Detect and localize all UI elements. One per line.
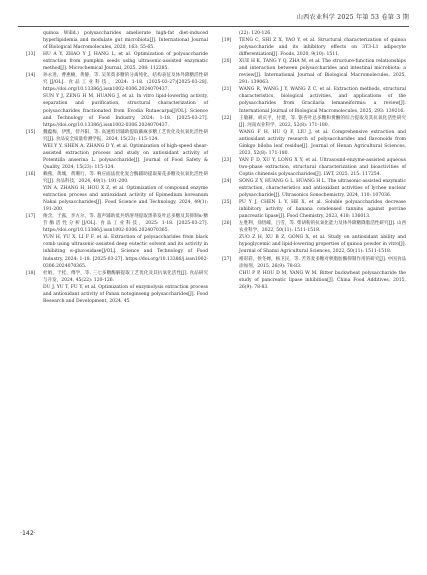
reference-item <box>222 157 406 178</box>
reference-item <box>26 51 208 72</box>
reference-line: YAN F D, XU Y, LONG X Y, et al. Ultrasound-enzyme-assisted aqueous two-phase extraction, structural characterization and bioactivities of Coptis chinensis polysaccharides[J]. LWT, 2025, 215: 117254. <box>239 157 406 177</box>
reference-line: 魏蕴梅，伊凯，侍丹阳，等. 高速剪切辅助提取蕨麻多糖工艺优化及抗氧化活性研究[J]. 食品安全质量检测学报，2024, 15(23): 115-124. <box>43 129 208 142</box>
reference-line: TENG C, SHI Z X, YAO Y, et al. Structural characterization of quinoa polysaccharide and its inhibitory effects on 3T3-L1 adipocyte differentiation[J]. Foods, 2020, 9(10): 1511. <box>239 38 406 58</box>
page-header <box>18 6 409 27</box>
reference-number: [14] <box>26 73 36 79</box>
reference-line: WEI Y Y, SHEN A, ZHANG D Y, et al. Optimization of high-speed shear-assisted extraction process and study on antioxidant activity of Potentilla anserina L. polysaccharide[J]. Journal of Food Safety & Quality, 2024, 15(23): 115-124. <box>43 143 208 170</box>
references-list-left <box>26 51 208 305</box>
reference-line: WANG F H, HU Q F, LIU J, et al. Comprehensive extraction and antioxidant activity research of polysaccharides and flavonoids from Ginkgo biloba leaf residue[J]. Journal of Henan Agricultural Sciences, 2023, 52(8): 171-180. <box>239 129 406 156</box>
reference-line: WANG R, WANG J Y, WANG Z C, et al. Extraction methods, structural characteristics, biological activities, and applications of the polysaccharides from Gracilaria lemaneiformis: a review[J]. International Journal of Biological Macromolecules, 2025, 293: 139216. <box>239 87 406 114</box>
reference-number: [23] <box>222 157 232 163</box>
reference-line: 左胜利，徐悟嵘，吕雪，等. 柴胡粉的抗氧化能力及体外降糖降脂活性研究[J]. 山西农业科学，2022, 50(11): 1511-1518. <box>239 221 406 234</box>
reference-line: 赖燕，黄城，黄珊行，等. 响应面法优化复合酶辅助提取菊花多糖及抗氧化活性研究[J]. 食品科技，2024, 49(1): 191-200. <box>43 171 208 184</box>
reference-line: SUN Y J, ZENG H M, HUANG J, et al. In vitro lipid-lowering activity, separation and purification, structural characterization of polysaccharides fractionated from Evodia Rutaecarpa[J/OL]. Science and Technology of Food Industry, 2024: 1-18. [2025-03-27]. https://doi.org/10.13386/j.issn1002-0306.2024070437. <box>43 94 208 128</box>
reference-line: YIN A, ZHANG H, HOU X Z, et al. Optimization of compound enzyme extraction process and antioxidant activity of Epimedium koreanum Nakai polysaccharides[J]. Food Science and Technology, 2024, 49(1): 191-200. <box>43 186 208 213</box>
reference-number: [13] <box>26 52 36 58</box>
reference-line: YUN H, YU X, LI F F, et al. Extraction of polysaccharides from black comb using ultrasonic-assisted deep eutectic solvent and its activity in inhibiting α-glucosidase[J/OL]. Science and Technology of Food Industry, 2024: 1-18. [2025-03-27]. https://doi.org/10.13386/j.issn1002-0306.2024070365. <box>43 235 208 269</box>
reference-line: SONG Z Y, HUANG G L, HUANG H L. The ultrasonic-assisted enzymatic extraction, characteristics and antioxidant activities of lychee nuclear polysaccharide[J]. Ultrasonics Sonochemistry, 2024, 110: 107036. <box>239 178 406 199</box>
reference-item <box>222 115 406 157</box>
reference-number: [19] <box>222 38 232 44</box>
reference-item <box>26 213 208 269</box>
reference-line: 王敏赫，胡庆平，付建，等. 银杏叶总多糖和黄酮的综合提取及其抗氧化活性研究[J]. 河南农业科学，2022, 52(8): 171-180. <box>239 115 406 128</box>
reference-number: [22] <box>222 115 232 121</box>
reference-number: [24] <box>222 178 232 184</box>
reference-line: 杜娟，于桂，傅学，等. 三七多糖酶解提取工艺优化及其抗氧化活性[J]. 食品研究与开发，2024, 45(22): 120-126. <box>43 270 208 283</box>
reference-item <box>222 58 406 86</box>
reference-item <box>26 270 208 305</box>
reference-line: 孙永进，曹惠楠，黄静，等. 吴茱萸多糖的分离纯化、结构表征及体外降糖活性研究[J/OL]. 食品工业科技，2024: 1-18. (2025-03-27)[2025-03-28]. https://doi.org/10.13386/j.issn1002-0306.2024070437. <box>43 73 208 93</box>
reference-number: [16] <box>26 171 36 177</box>
reference-number: [27] <box>222 256 232 262</box>
reference-line: quinoa Willd.) polysaccharides ameliorate high-fat diet-induced hyperlipidemia and modulate gut microbiota[J]. International Journal of Biological Macromolecules, 2020, 163: 55-65. <box>43 31 208 51</box>
reference-line: PU Y J, CHEN L Y, HE X, et al. Soluble polysaccharides decrease inhibitory activity of banana condensed tannins against porcine pancreatic lipase[J]. Food Chemistry, 2023, 418: 136013. <box>239 200 406 220</box>
reference-number: [25] <box>222 200 232 206</box>
reference-line: CHU P P, HOU D M, YANG W M. Bitter buckwheat polysaccharide the study of pancreatic lipase inhibition[J]. China Food Additives, 2015, 26(9): 78-83. <box>239 270 406 290</box>
references-column-left <box>26 30 208 305</box>
reference-item <box>222 86 406 114</box>
reference-continuation <box>222 30 406 37</box>
reference-line: HU A Y, ZHAO Y J, HANG L, et al. Optimization of polysaccharide extraction from pumpkin seeds using ultrasonic-assisted enzymatic method[J]. Microchemical Journal, 2025, 208: 112285. <box>43 52 208 72</box>
reference-item <box>222 178 406 199</box>
references-list-right <box>222 37 406 291</box>
references-column-right <box>222 30 406 291</box>
reference-number: [15] <box>26 129 36 135</box>
reference-item <box>26 171 208 213</box>
reference-line: XUE H K, TANG Y Q, ZHA M, et al. The structure-function relationships and interaction between polysaccharides and intestinal microbiota: a review[J]. International Journal of Biological Macromolecules, 2025, 291: 139063. <box>239 59 406 86</box>
reference-number: [21] <box>222 87 232 93</box>
reference-item <box>222 199 406 220</box>
reference-number: [20] <box>222 59 232 65</box>
reference-number: [18] <box>26 270 36 276</box>
reference-continuation <box>26 30 208 51</box>
reference-line: DU J, YU T, FU Y, et al. Optimization of enzymolysis extraction process and antioxidant activity of Panax notoginseng polysaccharides[J]. Food Research and Development, 2024, 45 <box>43 284 208 304</box>
reference-line: ZUO Z H, XU B Z, GONG X, et al. Study on antioxidant ability and hypoglycemic and lipid-lowering properties of quinoa powder in vitro[J]. Journal of Shanxi Agricultural Sciences, 2022, 50(11): 1511-1518. <box>239 235 406 255</box>
reference-item <box>26 72 208 128</box>
reference-line: (22): 120-126. <box>239 31 272 36</box>
reference-item <box>222 220 406 255</box>
reference-line: 俊含，于露，李方尔，等. 超声辅助低共熔溶剂提取黑茶发叶总多糖及其抑制α-糖苷酶活性分析[J/OL]. 食品工业科技，2025: 1-18. [2025-03-27]. https://doi.org/10.13386/j.issn1002-0306.2024070365. <box>43 214 208 234</box>
reference-number: [17] <box>26 214 36 220</box>
page-number: ·142· <box>20 530 36 537</box>
reference-item <box>26 129 208 171</box>
running-title: 山西农业科学 2025 年第 53 卷第 3 期 <box>296 14 409 21</box>
reference-number: [26] <box>222 221 232 227</box>
reference-item <box>222 37 406 58</box>
reference-item <box>222 256 406 291</box>
reference-line: 褚彩彩，侯冬婵，杨卫民，等. 苦荞麦多糖对胰脂肪酶抑制作用的研究[J]. 中国食品添加剂，2015, 26(9): 78-83. <box>239 256 406 269</box>
